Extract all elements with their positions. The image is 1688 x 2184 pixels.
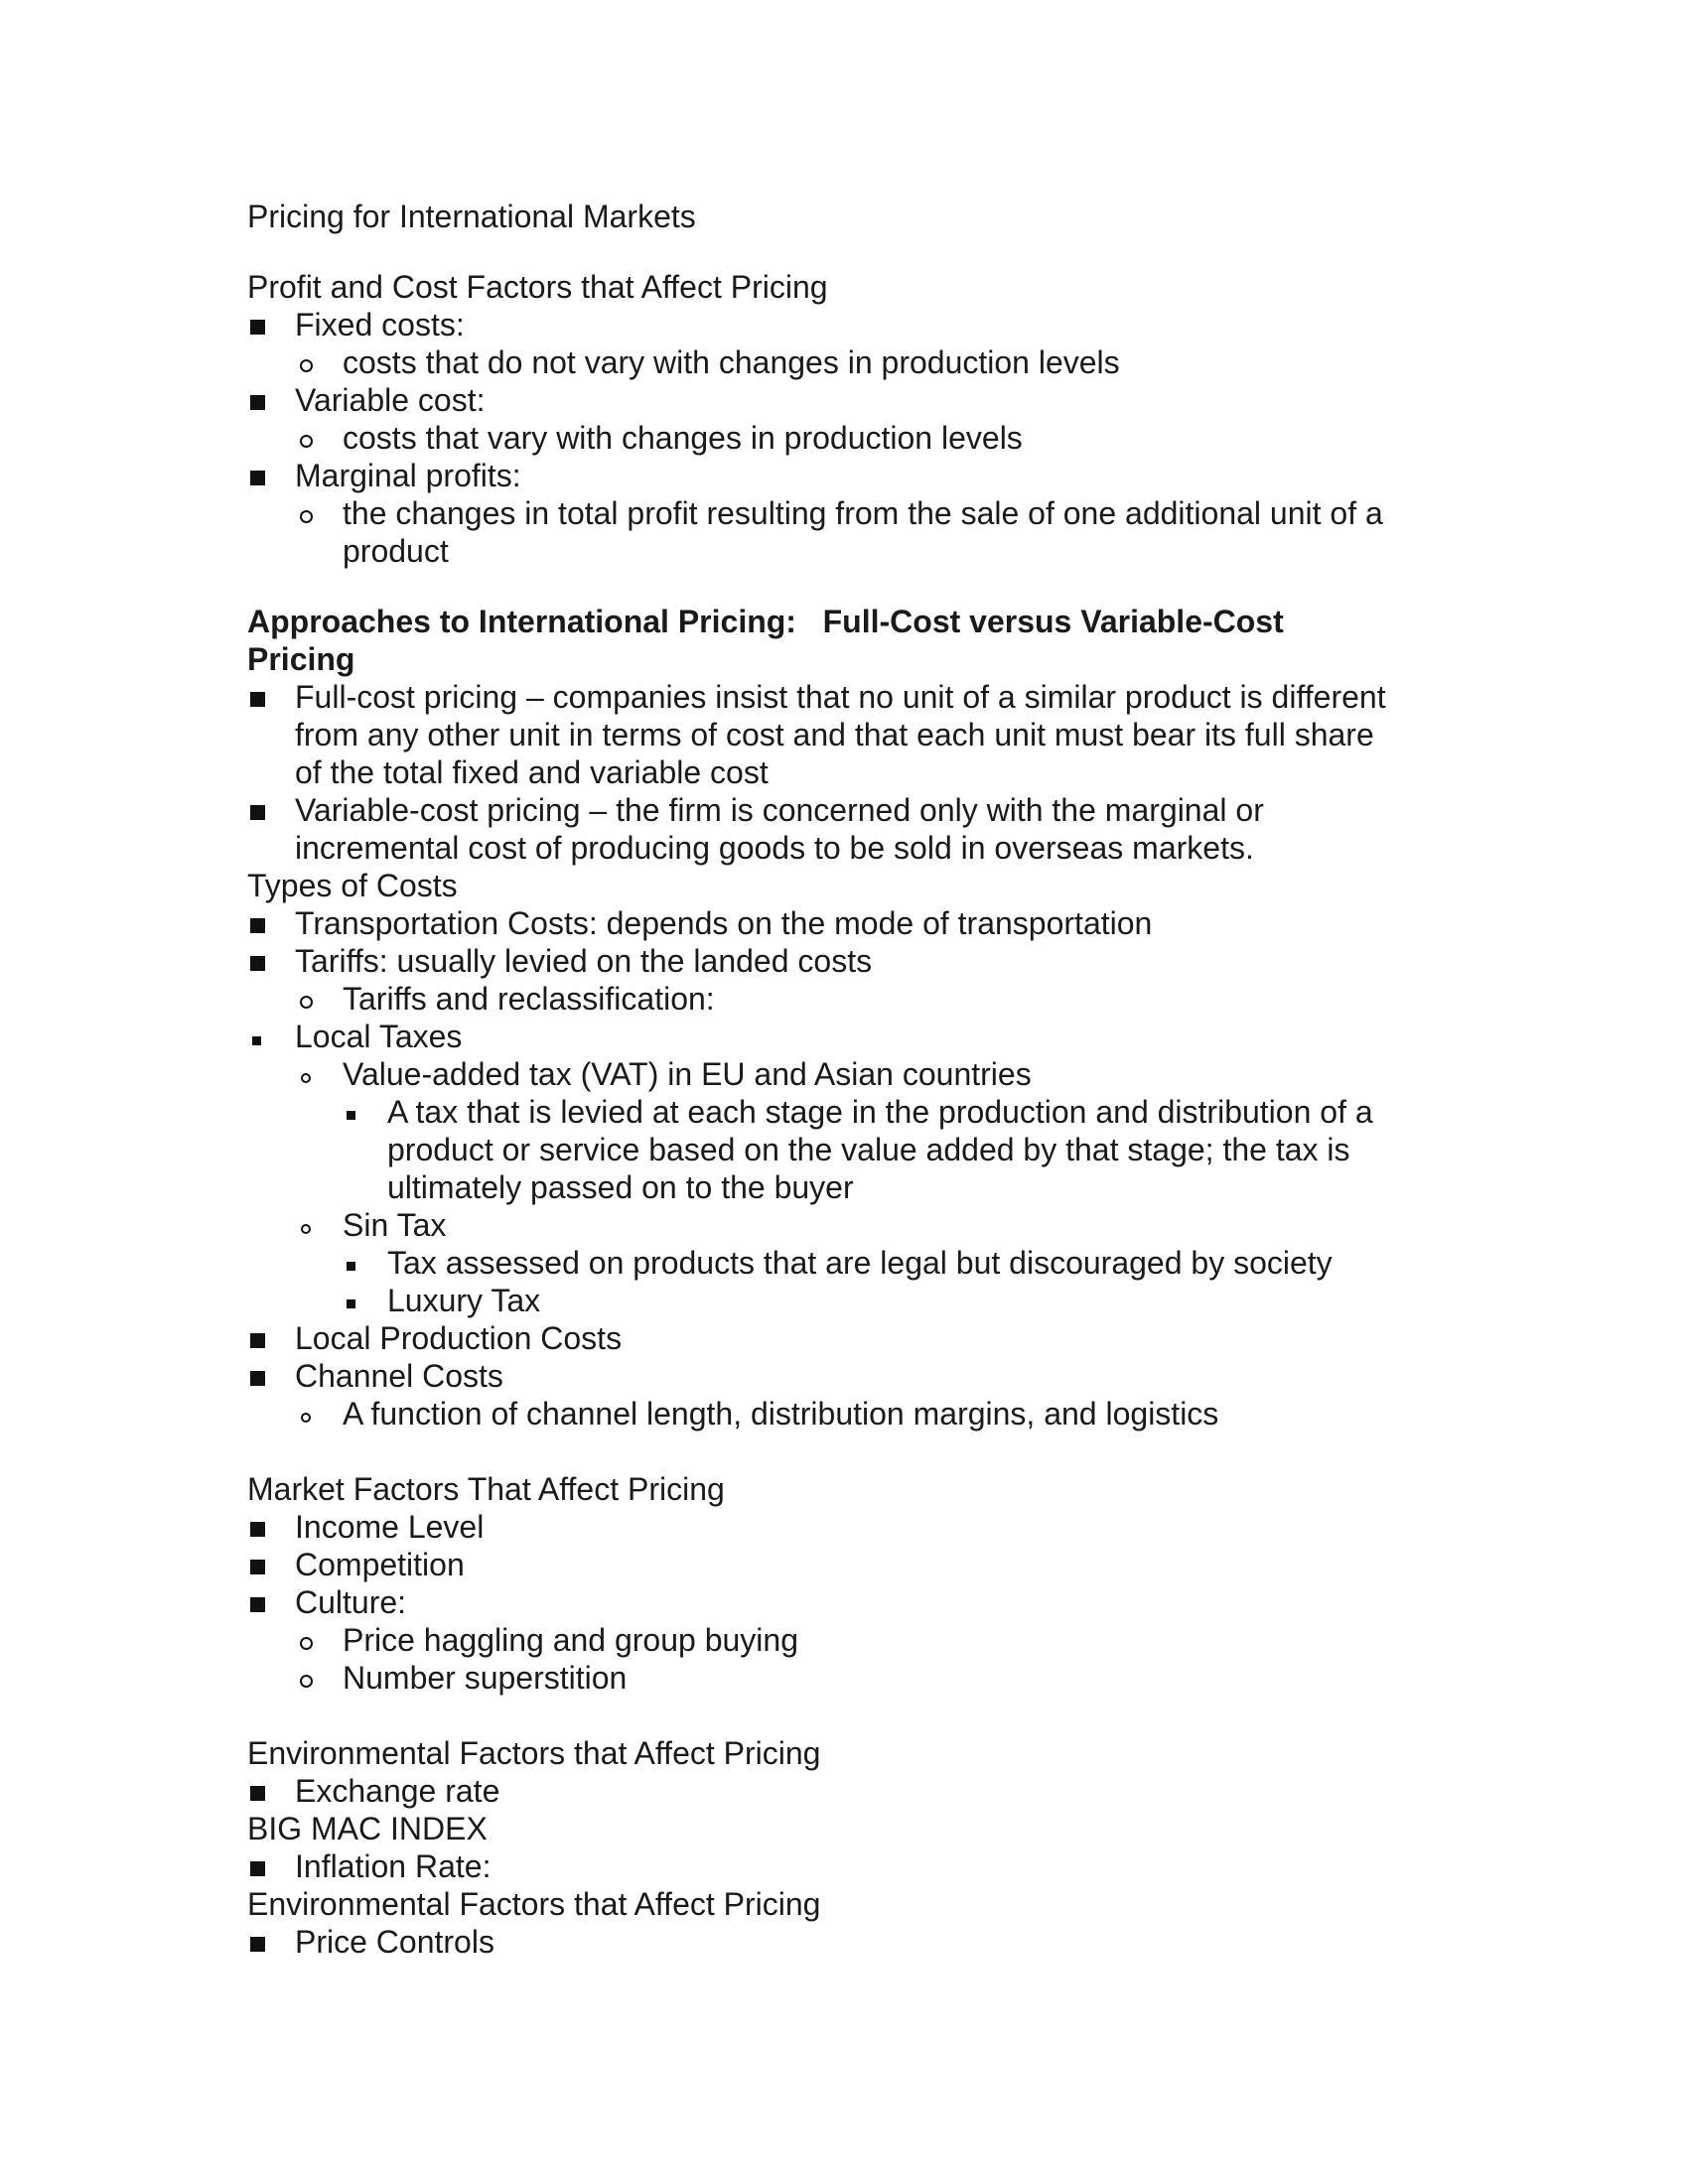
list-item-vat: Value-added tax (VAT) in EU and Asian countries <box>343 1056 1032 1092</box>
list-item-local-production: Local Production Costs <box>295 1320 623 1356</box>
list-item-variable-pricing-cont: incremental cost of producing goods to be sold in overseas markets. <box>295 830 1254 866</box>
circle-bullet-icon <box>300 435 313 448</box>
list-item-marginal-profits: Marginal profits: <box>295 458 521 493</box>
circle-bullet-icon <box>301 1073 311 1083</box>
square-bullet-icon <box>250 1937 265 1952</box>
document-title: Pricing for International Markets <box>247 199 696 234</box>
list-item-variable-cost: Variable cost: <box>295 382 486 418</box>
square-bullet-icon <box>250 320 265 335</box>
list-item-full-cost-cont: of the total fixed and variable cost <box>295 754 769 790</box>
square-bullet-icon <box>250 1786 265 1801</box>
list-item-culture: Culture: <box>295 1584 407 1620</box>
list-item-sin-tax: Sin Tax <box>343 1207 447 1243</box>
list-item-price-controls: Price Controls <box>295 1924 494 1960</box>
list-item-transportation: Transportation Costs: depends on the mode of transportation <box>295 905 1153 941</box>
list-item-local-taxes: Local Taxes <box>295 1019 463 1054</box>
square-bullet-icon <box>347 1111 355 1120</box>
list-item-vat-def-cont: product or service based on the value added by that stage; the tax is <box>387 1132 1350 1167</box>
list-item-marginal-profits-def: the changes in total profit resulting from the sale of one additional unit of a <box>343 495 1383 531</box>
list-item-vat-def-cont: ultimately passed on to the buyer <box>387 1169 854 1205</box>
list-item-exchange-rate: Exchange rate <box>295 1773 500 1809</box>
list-item-tariffs: Tariffs: usually levied on the landed costs <box>295 943 873 979</box>
list-item-tariffs-sub: Tariffs and reclassification: <box>343 981 715 1017</box>
list-item-full-cost: Full-cost pricing – companies insist that no unit of a similar product is different <box>295 679 1386 715</box>
section-heading-market-factors: Market Factors That Affect Pricing <box>247 1471 725 1507</box>
section-heading-environmental: Environmental Factors that Affect Pricing <box>247 1735 821 1771</box>
square-bullet-icon <box>250 918 265 933</box>
square-bullet-icon <box>250 1333 265 1348</box>
circle-bullet-icon <box>300 359 313 372</box>
square-bullet-icon <box>250 1597 265 1612</box>
list-item-haggling: Price haggling and group buying <box>343 1622 798 1658</box>
section-heading-approaches: Approaches to International Pricing: Full-Cost versus Variable-Cost <box>247 604 1284 639</box>
list-item-variable-pricing: Variable-cost pricing – the firm is concerned only with the marginal or <box>295 792 1264 828</box>
list-item-luxury-tax: Luxury Tax <box>387 1283 541 1318</box>
list-item-inflation: Inflation Rate: <box>295 1848 492 1884</box>
list-item-fixed-costs-def: costs that do not vary with changes in production levels <box>343 344 1120 380</box>
square-bullet-icon <box>347 1262 355 1271</box>
list-item-channel-costs: Channel Costs <box>295 1358 503 1394</box>
square-bullet-icon <box>250 471 265 485</box>
big-mac-index-label: BIG MAC INDEX <box>247 1811 488 1846</box>
square-bullet-icon <box>250 1371 265 1386</box>
circle-bullet-icon <box>301 1413 311 1423</box>
circle-bullet-icon <box>301 1224 311 1234</box>
circle-bullet-icon <box>300 1637 313 1650</box>
section-heading-profit-cost: Profit and Cost Factors that Affect Pricing <box>247 269 828 305</box>
list-item-full-cost-cont: from any other unit in terms of cost and that each unit must bear its full share <box>295 717 1374 752</box>
section-heading-approaches-cont: Pricing <box>247 641 355 677</box>
circle-bullet-icon <box>300 1675 313 1688</box>
square-bullet-icon <box>250 1560 265 1574</box>
square-bullet-icon <box>250 1522 265 1537</box>
square-bullet-icon <box>250 1861 265 1876</box>
list-item-superstition: Number superstition <box>343 1660 628 1696</box>
list-item-variable-cost-def: costs that vary with changes in production levels <box>343 420 1023 456</box>
section-heading-environmental-repeat: Environmental Factors that Affect Pricing <box>247 1886 821 1922</box>
square-bullet-icon <box>250 805 265 820</box>
circle-bullet-icon <box>300 996 313 1009</box>
section-heading-types-of-costs: Types of Costs <box>247 868 458 903</box>
circle-bullet-icon <box>300 510 313 523</box>
square-bullet-icon <box>250 956 265 971</box>
square-bullet-icon <box>252 1036 261 1045</box>
list-item-income: Income Level <box>295 1509 485 1545</box>
list-item-sin-tax-def: Tax assessed on products that are legal but discouraged by society <box>387 1245 1333 1281</box>
square-bullet-icon <box>347 1299 355 1308</box>
list-item-channel-def: A function of channel length, distribution margins, and logistics <box>343 1396 1219 1432</box>
square-bullet-icon <box>250 395 265 410</box>
square-bullet-icon <box>250 692 265 707</box>
list-item-vat-def: A tax that is levied at each stage in the production and distribution of a <box>387 1094 1373 1130</box>
list-item-competition: Competition <box>295 1547 465 1582</box>
list-item-marginal-profits-def-cont: product <box>343 533 449 569</box>
list-item-fixed-costs: Fixed costs: <box>295 307 465 342</box>
